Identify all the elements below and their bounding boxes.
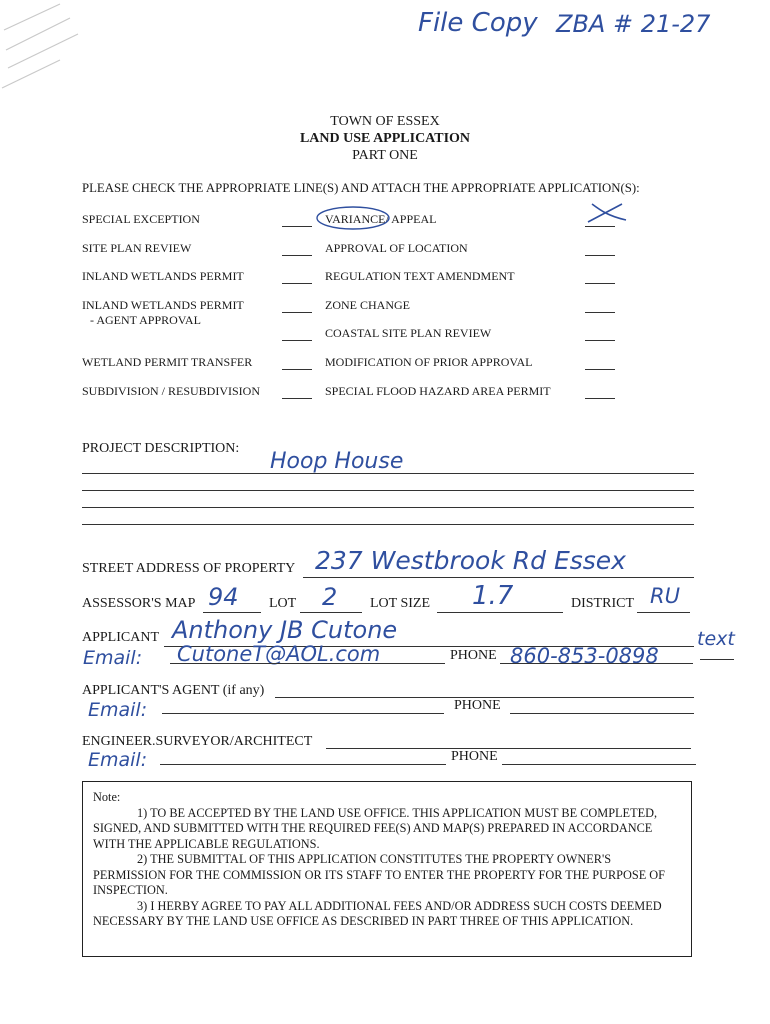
district-line[interactable] [637,612,690,613]
agent-phone-label: PHONE [454,698,501,713]
option-special-flood-hazard: SPECIAL FLOOD HAZARD AREA PERMIT [325,384,551,398]
handwritten-file-copy: File Copy [418,8,538,38]
applicant-phone-label: PHONE [450,648,497,663]
option-site-plan-review: SITE PLAN REVIEW [82,241,192,255]
checkline-subdivision[interactable] [282,398,312,399]
lot-value: 2 [322,583,338,611]
assessor-map-line[interactable] [203,612,261,613]
checkline-inland-wetlands-agent[interactable] [282,312,312,313]
check-x-mark [582,198,628,228]
district-label: DISTRICT [571,596,634,611]
applicant-label: APPLICANT [82,630,160,645]
form-title: LAND USE APPLICATION [299,131,471,146]
note-item-1: 1) TO BE ACCEPTED BY THE LAND USE OFFICE. THIS APPLICATION MUST BE COMPLETED, SIGNED, AND SUBMITTED WITH THE REQUIRED FEE(S) AND MAP(S) PREPARED IN ACCORDANCE WITH THE APPLICABLE REGULATIONS. [93,805,658,851]
agent-phone-line[interactable] [510,713,694,714]
option-regulation-text-amendment: REGULATION TEXT AMENDMENT [325,269,515,283]
project-description-value: Hoop House [270,449,404,474]
option-agent-approval: - AGENT APPROVAL [90,313,201,327]
checkline-coastal-site-plan-review[interactable] [585,340,615,341]
checkline-zone-change[interactable] [585,312,615,313]
applicant-value: Anthony JB Cutone [172,616,398,644]
handwritten-zba-number: ZBA # 21-27 [556,10,711,38]
note-title: Note: [93,790,121,804]
applicant-email-value: CutoneT@AOL.com [177,642,381,666]
checkline-site-plan-review[interactable] [282,255,312,256]
project-line-1[interactable] [82,473,694,474]
option-coastal-site-plan-review: COASTAL SITE PLAN REVIEW [325,326,492,340]
note-box [82,781,692,957]
checkline-inland-wetlands-permit[interactable] [282,283,312,284]
engineer-email-line[interactable] [160,764,446,765]
applicant-phone-note: text [697,628,735,650]
applicant-phone-note-line [700,659,734,660]
lot-size-line[interactable] [437,612,563,613]
option-inland-wetlands-agent: INLAND WETLANDS PERMIT [82,298,244,312]
note-item-2: 2) THE SUBMITTAL OF THIS APPLICATION CONSTITUTES THE PROPERTY OWNER'S PERMISSION FOR THE COMMISSION OR ITS STAFF TO ENTER THE PROPERTY FOR THE PURPOSE OF INSPECTION. [93,852,666,897]
applicant-email-line[interactable] [170,663,445,664]
scan-artifact [0,0,90,100]
agent-email-line[interactable] [162,713,444,714]
form-part: PART ONE [352,148,418,163]
agent-email-label: Email: [88,699,148,721]
assessor-map-label: ASSESSOR'S MAP [82,596,196,611]
applicant-email-label: Email: [83,647,143,669]
applicant-phone-value: 860-853-0898 [510,644,659,668]
option-special-exception: SPECIAL EXCEPTION [82,212,200,226]
project-description-label: PROJECT DESCRIPTION: [82,441,240,456]
checkline-special-flood-hazard[interactable] [585,398,615,399]
lot-size-value: 1.7 [472,581,514,611]
project-line-4[interactable] [82,524,694,525]
circle-mark [315,204,395,232]
street-address-value: 237 Westbrook Rd Essex [315,546,626,575]
engineer-line[interactable] [326,748,691,749]
checkline-approval-of-location[interactable] [585,255,615,256]
option-inland-wetlands-permit: INLAND WETLANDS PERMIT [82,269,244,283]
lot-label: LOT [269,596,297,611]
checkline-regulation-text-amendment[interactable] [585,283,615,284]
option-subdivision: SUBDIVISION / RESUBDIVISION [82,384,261,398]
checkline-wetland-permit-transfer[interactable] [282,369,312,370]
street-address-label: STREET ADDRESS OF PROPERTY [82,561,296,576]
engineer-email-label: Email: [88,749,148,771]
option-variance-appeal: VARIANCE/ APPEAL [325,212,437,226]
town-name: TOWN OF ESSEX [330,114,440,129]
option-modification-prior-approval: MODIFICATION OF PRIOR APPROVAL [325,355,533,369]
option-wetland-permit-transfer: WETLAND PERMIT TRANSFER [82,355,253,369]
checkline-coastal-left[interactable] [282,340,312,341]
instruction-text: PLEASE CHECK THE APPROPRIATE LINE(S) AND ATTACH THE APPROPRIATE APPLICATION(S): [82,181,640,195]
checkline-modification-prior-approval[interactable] [585,369,615,370]
option-approval-of-location: APPROVAL OF LOCATION [325,241,468,255]
project-line-2[interactable] [82,490,694,491]
street-address-line[interactable] [303,577,694,578]
engineer-phone-label: PHONE [451,749,498,764]
agent-label: APPLICANT'S AGENT (if any) [82,683,265,698]
lot-size-label: LOT SIZE [370,596,431,611]
applicant-phone-line[interactable] [500,663,693,664]
note-item-3: 3) I HERBY AGREE TO PAY ALL ADDITIONAL FEES AND/OR ADDRESS SUCH COSTS DEEMED NECESSARY BY THE LAND USE OFFICE AS DESCRIBED IN PART THREE OF THIS APPLICATION. [93,898,662,928]
option-zone-change: ZONE CHANGE [325,298,410,312]
checkline-special-exception[interactable] [282,226,312,227]
engineer-label: ENGINEER.SURVEYOR/ARCHITECT [82,734,313,749]
engineer-phone-line[interactable] [502,764,696,765]
lot-line[interactable] [300,612,362,613]
assessor-map-value: 94 [208,583,239,611]
project-line-3[interactable] [82,507,694,508]
district-value: RU [650,584,680,608]
